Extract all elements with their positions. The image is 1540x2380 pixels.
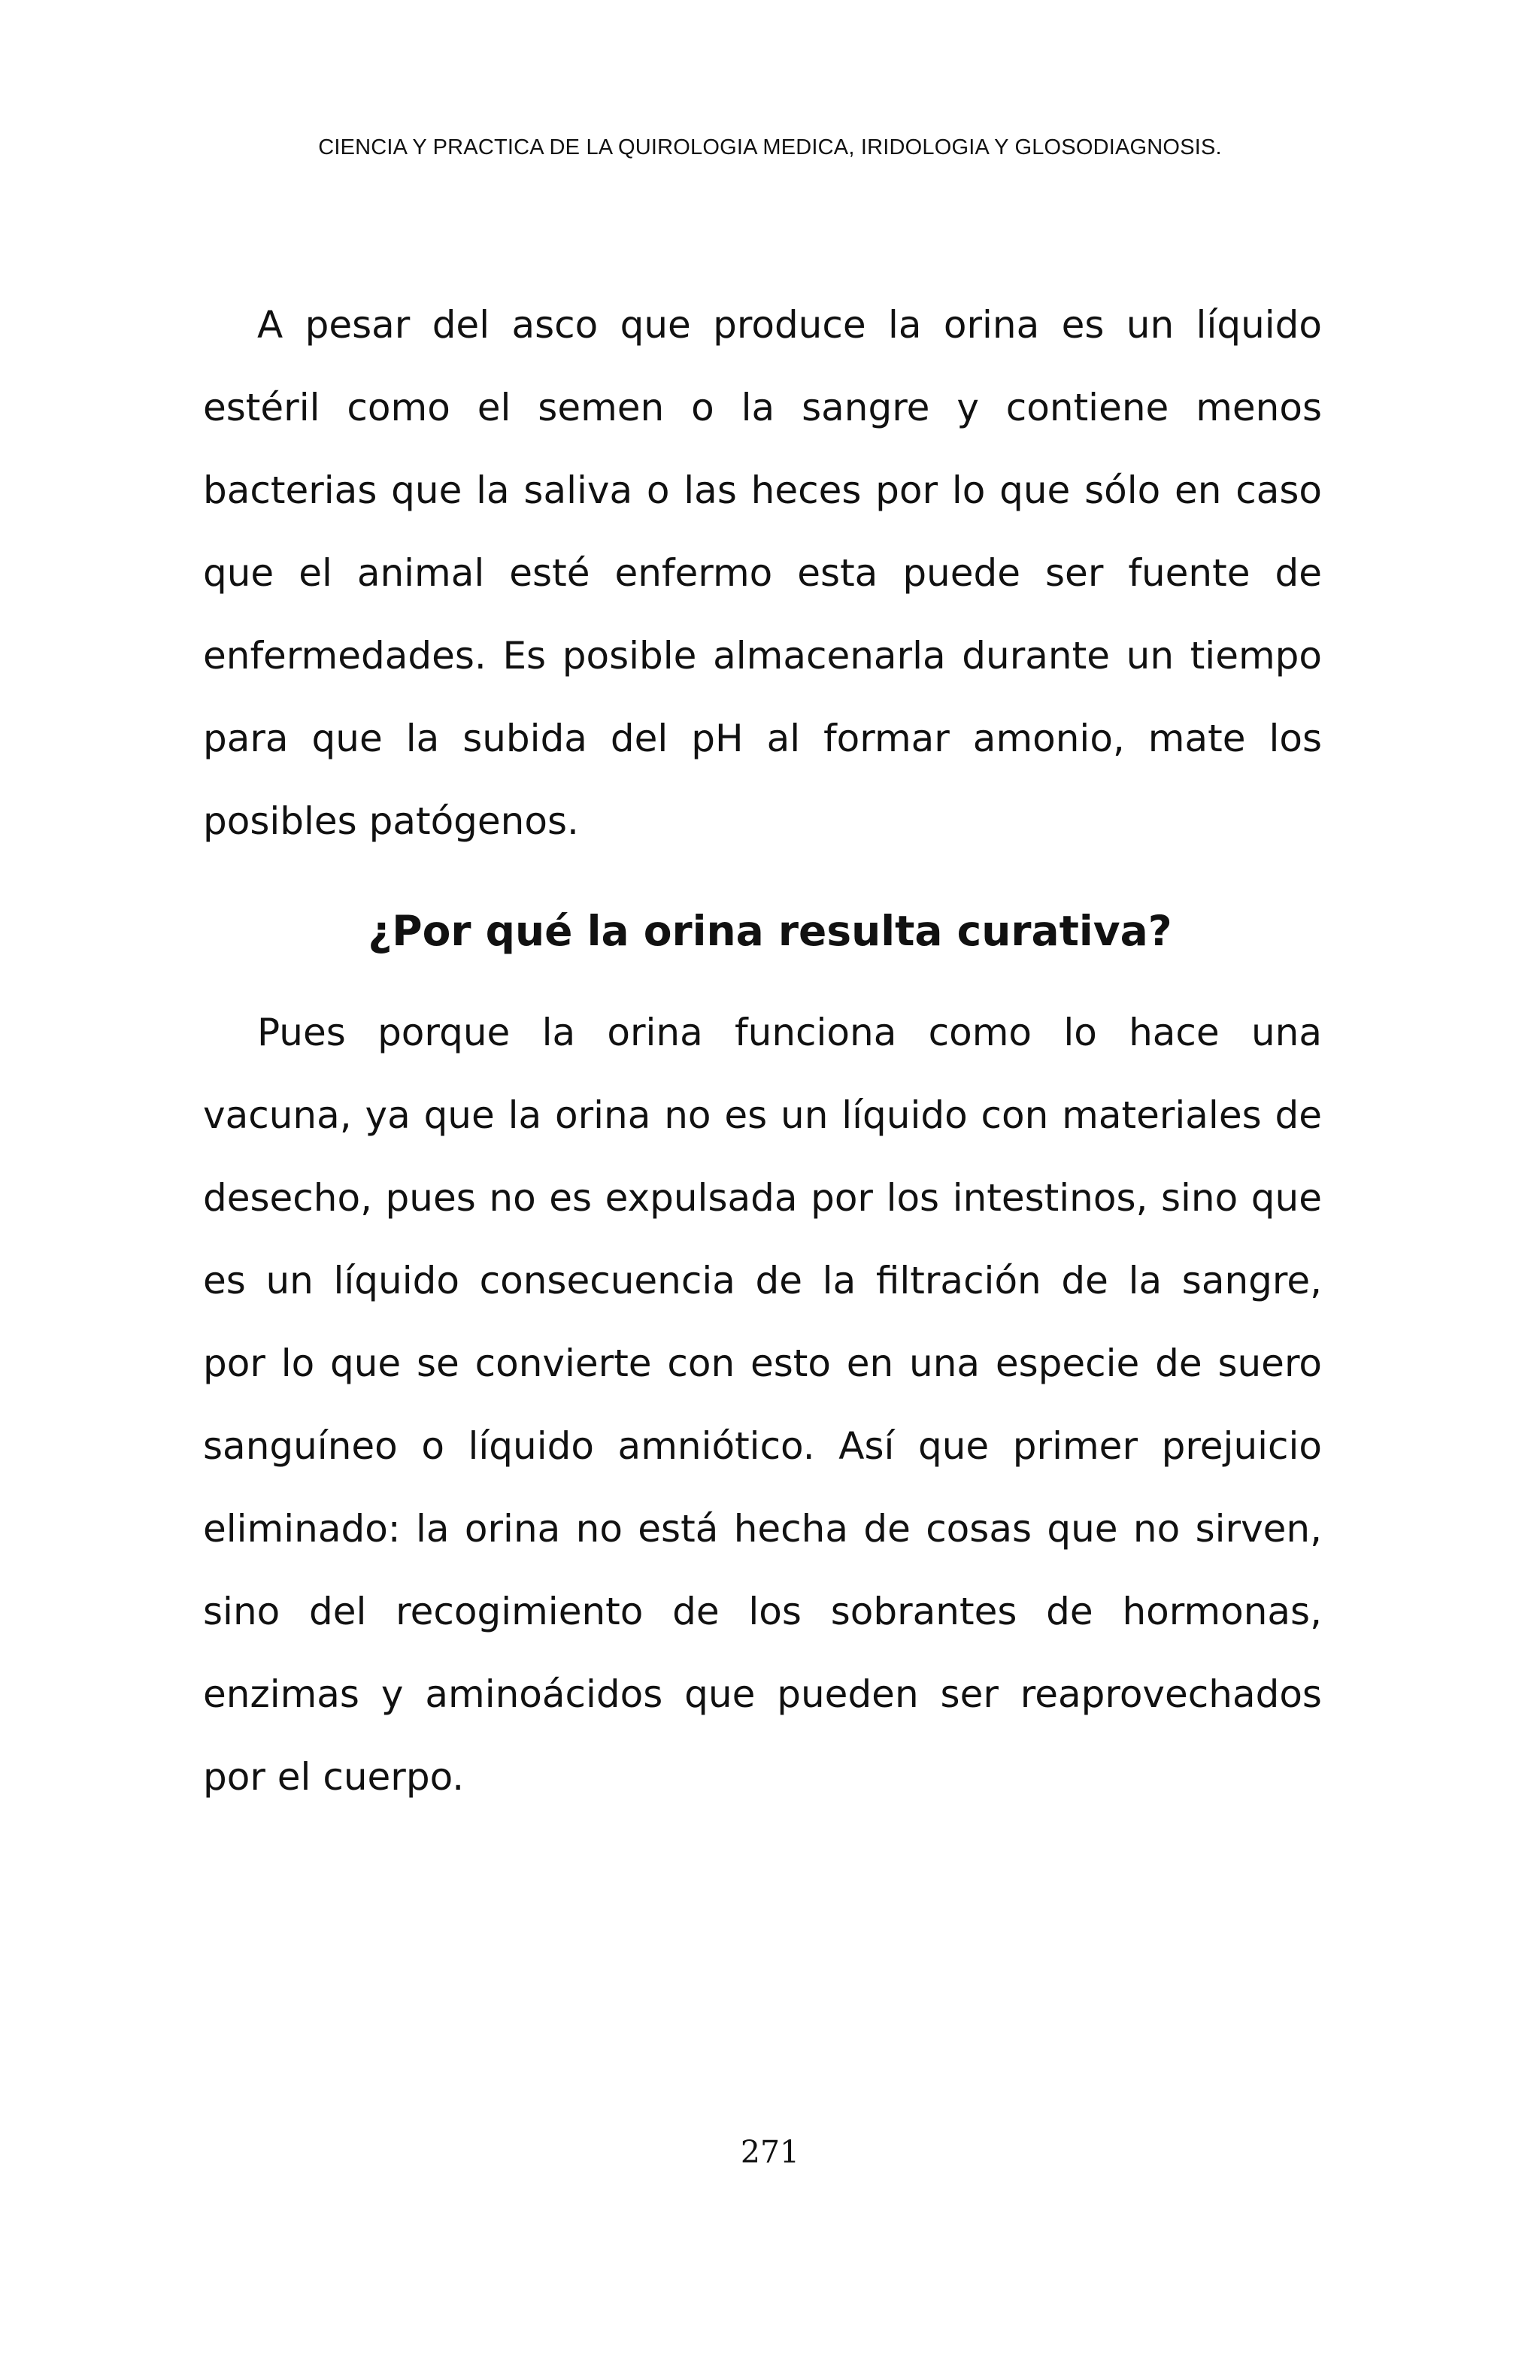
body-paragraph: A pesar del asco que produce la orina es un líquido estéril como el semen o la sangre y contiene menos bacterias que la saliva o las heces por lo que sólo en caso que el animal esté enfermo esta puede ser fuente de enfermedades. Es posible almacenarla durante un tiempo para que la subida del pH al formar amonio, mate los posibles patógenos. [203, 303, 1322, 843]
running-header: CIENCIA Y PRACTICA DE LA QUIROLOGIA MEDICA, IRIDOLOGIA Y GLOSODIAGNOSIS. [318, 135, 1222, 159]
body-paragraph: Pues porque la orina funciona como lo hace una vacuna, ya que la orina no es un líquido con materiales de desecho, pues no es expulsada por los intestinos, sino que es un líquido consecuencia de la filtración de la sangre, por lo que se convierte con esto en una especie de suero sanguíneo o líquido amniótico. Así que primer prejuicio eliminado: la orina no está hecha de cosas que no sirven, sino del recogimiento de los sobrantes de hormonas, enzimas y aminoácidos que pueden ser reaprovechados por el cuerpo. [203, 1011, 1322, 1799]
page-number: 271 [740, 2134, 800, 2170]
section-heading: ¿Por qué la orina resulta curativa? [368, 907, 1172, 955]
